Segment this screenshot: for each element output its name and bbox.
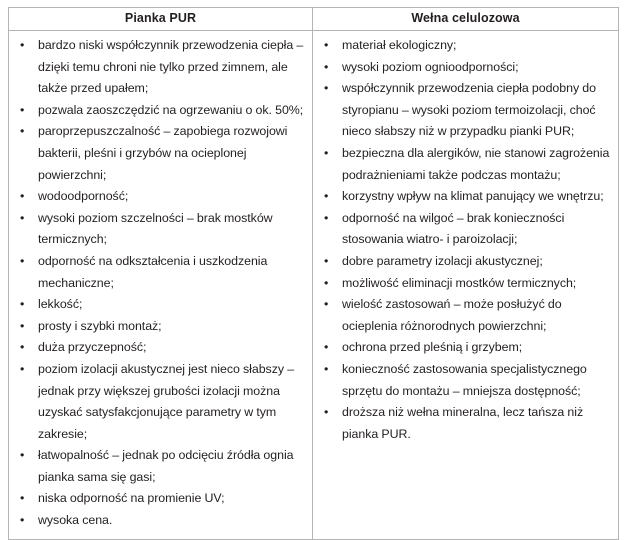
bullet-icon: • <box>20 318 25 333</box>
list-item-text: wodoodporność; <box>38 189 129 204</box>
list-item <box>319 143 612 186</box>
feature-list-pianka-pur <box>15 35 306 532</box>
list-item-text: paroprzepuszczalność – zapobiega rozwojowi bakterii, pleśni i grzybów na ocieplonej powierzchni; <box>38 124 288 182</box>
list-item-text: wysoka cena. <box>38 513 113 528</box>
list-item-text: możliwość eliminacji mostków termicznych; <box>342 275 577 290</box>
list-item-text: współczynnik przewodzenia ciepła podobny do styropianu – wysoki poziom termoizolacji, choć nieco słabszy niż w przypadku pianki PUR; <box>342 81 596 139</box>
list-item-text: prosty i szybki montaż; <box>38 318 162 333</box>
list-item-text: poziom izolacji akustycznej jest nieco słabszy – jednak przy większej grubości izolacji można uzyskać satysfakcjonujące parametry w tym zakresie; <box>38 361 295 441</box>
list-item <box>15 337 306 359</box>
list-item-text: łatwopalność – jednak po odcięciu źródła ognia pianka sama się gasi; <box>38 448 294 484</box>
list-item <box>15 186 306 208</box>
list-item <box>319 294 612 337</box>
list-item <box>319 57 612 79</box>
list-item <box>15 445 306 488</box>
bullet-icon: • <box>324 275 329 290</box>
list-item <box>319 402 612 445</box>
bullet-icon: • <box>20 189 25 204</box>
cell-pianka-pur <box>9 31 313 540</box>
bullet-icon: • <box>324 210 329 225</box>
list-item <box>319 78 612 143</box>
bullet-icon: • <box>324 81 329 96</box>
list-item-text: duża przyczepność; <box>38 340 147 355</box>
list-item <box>319 208 612 251</box>
table-row <box>9 31 619 540</box>
list-item-text: wielość zastosowań – może posłużyć do ocieplenia różnorodnych powierzchni; <box>342 297 562 333</box>
list-item-text: bardzo niski współczynnik przewodzenia ciepła – dzięki temu chroni nie tylko przed zimnem, ale także przed upałem; <box>38 38 304 96</box>
bullet-icon: • <box>20 448 25 463</box>
list-item-text: bezpieczna dla alergików, nie stanowi zagrożenia podrażnieniami także podczas montażu; <box>342 145 610 182</box>
column-header-welna-celulozowa: Wełna celulozowa <box>313 8 619 31</box>
cell-welna-celulozowa <box>313 31 619 540</box>
bullet-icon: • <box>324 145 329 160</box>
list-item-text: odporność na odkształcenia i uszkodzenia mechaniczne; <box>38 253 268 290</box>
bullet-icon: • <box>20 102 25 117</box>
list-item-text: korzystny wpływ na klimat panujący we wnętrzu; <box>342 189 604 204</box>
list-item-text: lekkość; <box>38 297 83 312</box>
bullet-icon: • <box>324 189 329 204</box>
bullet-icon: • <box>324 361 329 376</box>
list-item-text: ochrona przed pleśnią i grzybem; <box>342 340 523 355</box>
column-header-pianka-pur: Pianka PUR <box>9 8 313 31</box>
list-item <box>15 294 306 316</box>
list-item <box>15 316 306 338</box>
list-item <box>319 337 612 359</box>
list-item <box>319 35 612 57</box>
list-item-text: wysoki poziom szczelności – brak mostków termicznych; <box>38 210 273 247</box>
bullet-icon: • <box>324 253 329 268</box>
list-item <box>15 488 306 510</box>
bullet-icon: • <box>20 491 25 506</box>
bullet-icon: • <box>20 513 25 528</box>
bullet-icon: • <box>20 38 25 52</box>
list-item <box>15 208 306 251</box>
list-item <box>319 186 612 208</box>
bullet-icon: • <box>324 38 329 52</box>
list-item <box>319 359 612 402</box>
bullet-icon: • <box>324 340 329 355</box>
list-item-text: konieczność zastosowania specjalistycznego sprzętu do montażu – mniejsza dostępność; <box>342 361 587 398</box>
comparison-table <box>8 7 619 540</box>
list-item <box>319 251 612 273</box>
table-header <box>9 8 619 31</box>
list-item-text: wysoki poziom ognioodporności; <box>342 59 519 74</box>
list-item-text: dobre parametry izolacji akustycznej; <box>342 253 543 268</box>
bullet-icon: • <box>20 340 25 355</box>
list-item <box>15 121 306 186</box>
list-item-text: odporność na wilgoć – brak konieczności stosowania wiatro- i paroizolacji; <box>342 210 565 247</box>
list-item-text: niska odporność na promienie UV; <box>38 491 225 506</box>
bullet-icon: • <box>20 361 25 376</box>
list-item <box>319 273 612 295</box>
bullet-icon: • <box>20 210 25 225</box>
list-item <box>15 359 306 445</box>
list-item <box>15 510 306 532</box>
list-item-text: pozwala zaoszczędzić na ogrzewaniu o ok. 50%; <box>38 102 304 117</box>
bullet-icon: • <box>324 297 329 312</box>
bullet-icon: • <box>324 405 329 420</box>
table-body <box>9 31 619 540</box>
bullet-icon: • <box>20 124 25 139</box>
bullet-icon: • <box>20 253 25 268</box>
feature-list-welna-celulozowa <box>319 35 612 445</box>
header-row <box>9 8 619 31</box>
list-item <box>15 100 306 122</box>
list-item <box>15 251 306 294</box>
bullet-icon: • <box>324 59 329 74</box>
bullet-icon: • <box>20 297 25 312</box>
list-item <box>15 35 306 100</box>
list-item-text: materiał ekologiczny; <box>342 38 457 52</box>
list-item-text: droższa niż wełna mineralna, lecz tańsza niż pianka PUR. <box>342 405 584 441</box>
